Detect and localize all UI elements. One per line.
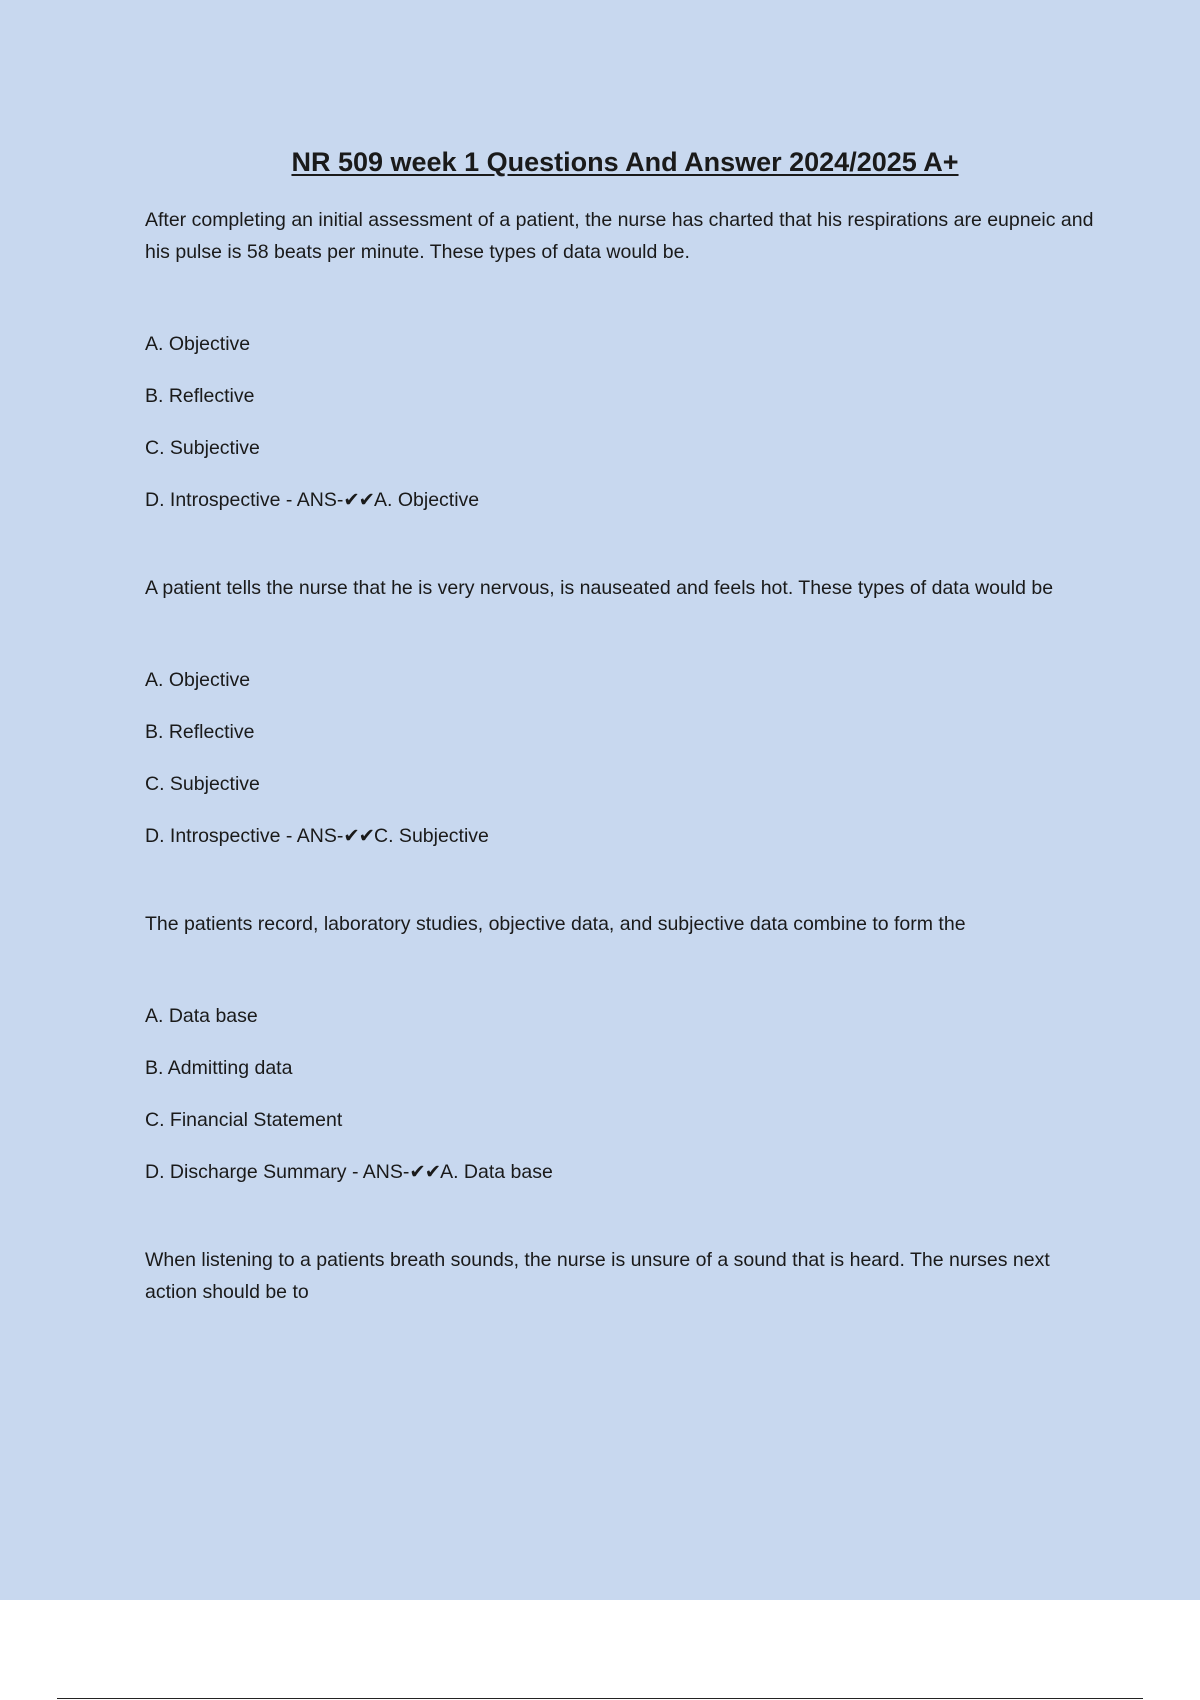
question-block bbox=[145, 908, 1105, 1184]
option-item: B. Reflective bbox=[145, 385, 255, 408]
footer-divider bbox=[57, 1698, 1143, 1699]
option-item: A. Objective bbox=[145, 333, 251, 356]
question-text: After completing an initial assessment of a patient, the nurse has charted that his respirations are eupneic and his pulse is 58 beats per minute. These types of data would be. bbox=[145, 209, 1094, 264]
options-list bbox=[145, 1004, 1105, 1184]
question-text: When listening to a patients breath sounds, the nurse is unsure of a sound that is heard. The nurses next action should be to bbox=[145, 1249, 1050, 1304]
option-item: B. Admitting data bbox=[145, 1057, 293, 1080]
option-item: A. Objective bbox=[145, 669, 251, 692]
option-with-answer bbox=[145, 488, 1105, 512]
options-list bbox=[145, 332, 1105, 512]
question-text: A patient tells the nurse that he is very nervous, is nauseated and feels hot. These types of data would be bbox=[145, 577, 1054, 600]
option-item: C. Financial Statement bbox=[145, 1109, 343, 1132]
option-item: C. Subjective bbox=[145, 773, 260, 796]
option-item: C. Subjective bbox=[145, 437, 260, 460]
question-text: The patients record, laboratory studies, objective data, and subjective data combine to form the bbox=[145, 913, 966, 936]
document-body bbox=[145, 145, 1105, 1308]
check-mark-icon: ✔✔ bbox=[343, 825, 375, 848]
document-title: NR 509 week 1 Questions And Answer 2024/2025 A+ bbox=[291, 147, 959, 177]
option-with-answer bbox=[145, 824, 1105, 848]
option-label: D. Discharge Summary - ANS- bbox=[145, 1161, 410, 1184]
question-block bbox=[145, 204, 1105, 512]
answer-text: C. Subjective bbox=[374, 825, 489, 848]
check-mark-icon: ✔✔ bbox=[409, 1161, 441, 1184]
option-label: D. Introspective - ANS- bbox=[145, 825, 344, 848]
options-list bbox=[145, 668, 1105, 848]
check-mark-icon: ✔✔ bbox=[343, 489, 375, 512]
option-item: A. Data base bbox=[145, 1005, 258, 1028]
answer-text: A. Objective bbox=[374, 489, 480, 512]
option-label: D. Introspective - ANS- bbox=[145, 489, 344, 512]
question-block bbox=[145, 572, 1105, 848]
answer-text: A. Data base bbox=[440, 1161, 553, 1184]
question-block bbox=[145, 1244, 1105, 1308]
option-item: B. Reflective bbox=[145, 721, 255, 744]
option-with-answer bbox=[145, 1160, 1105, 1184]
